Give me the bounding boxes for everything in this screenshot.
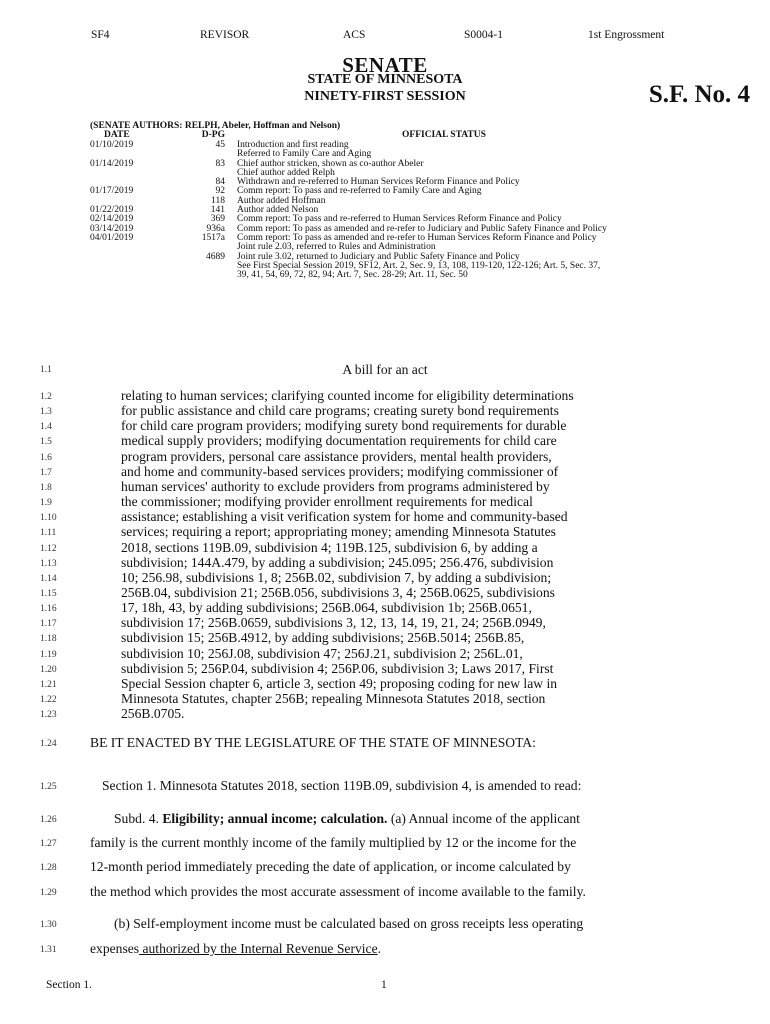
line-number: 1.13 [40, 558, 57, 569]
line-number: 1.14 [40, 573, 57, 584]
status-text: Referred to Family Care and Aging [237, 149, 372, 160]
bill-description-line: subdivision 15; 256B.4912, by adding subdivisions; 256B.5014; 256B.85, [121, 630, 525, 646]
bill-description-line: 256B.04, subdivision 21; 256B.056, subdivisions 3, 4; 256B.0625, subdivisions [121, 584, 555, 600]
header-bill: SF4 [91, 29, 110, 41]
col-official-status: OFFICIAL STATUS [402, 130, 486, 140]
col-dpg: D-PG [201, 130, 225, 140]
line-number: 1.3 [40, 407, 52, 418]
line-number: 1.19 [40, 649, 57, 660]
bill-description-line: subdivision 5; 256P.04, subdivision 4; 256P.06, subdivision 3; Laws 2017, First [121, 660, 554, 676]
line-number: 1.28 [40, 863, 57, 873]
status-text: Joint rule 3.02, returned to Judiciary and Public Safety Finance and Policy [237, 251, 520, 262]
header-doc-id: S0004-1 [464, 29, 503, 41]
line-number: 1.25 [40, 782, 57, 792]
paragraph-line: (b) Self-employment income must be calculated based on gross receipts less operating [114, 916, 584, 931]
status-page: 936a [206, 223, 225, 234]
paragraph-line: the method which provides the most accurate assessment of income available to the family. [90, 884, 586, 899]
paragraph-line: family is the current monthly income of the family multiplied by 12 or the income for the [90, 835, 577, 850]
status-page: 4689 [206, 251, 225, 262]
line-number: 1.6 [40, 452, 52, 463]
state-title: STATE OF MINNESOTA [307, 72, 463, 87]
status-page: 118 [211, 195, 225, 206]
line-number: 1.18 [40, 634, 57, 645]
line-number: 1.10 [40, 513, 57, 524]
status-row [0, 187, 770, 196]
status-text: Chief author added Relph [237, 167, 335, 178]
status-row [0, 141, 770, 150]
status-date: 01/10/2019 [90, 140, 134, 150]
line-number: 1.21 [40, 679, 57, 690]
line-number: 1.30 [40, 920, 57, 930]
status-text: See First Special Session 2019, SF12, Art. 2, Sec. 9, 13, 108, 119-120, 122-126; Art. 5, Sec. 37, [237, 260, 601, 271]
line-number: 1.2 [40, 392, 52, 402]
bill-description-line: 256B.0705. [121, 706, 185, 722]
expenses-line [90, 941, 381, 957]
line-number: 1.20 [40, 664, 57, 675]
line-number: 1.8 [40, 482, 52, 493]
status-text: Comm report: To pass and re-referred to Family Care and Aging [237, 186, 482, 197]
line-number: 1.26 [40, 815, 57, 825]
line-number: 1.15 [40, 588, 57, 599]
col-date: DATE [104, 130, 130, 140]
bill-description-line: subdivision; 144A.479, by adding a subdivision; 245.095; 256.476, subdivision [121, 554, 554, 570]
line-number: 1.24 [40, 739, 57, 749]
bill-description-line: for child care program providers; modifying surety bond requirements for durable [121, 418, 567, 434]
enacting-clause: BE IT ENACTED BY THE LEGISLATURE OF THE STATE OF MINNESOTA: [90, 735, 536, 750]
header-revisor: REVISOR [200, 29, 250, 41]
status-page: 84 [215, 177, 225, 188]
line-number: 1.4 [40, 422, 52, 433]
status-page: 92 [215, 186, 225, 197]
status-row [0, 160, 770, 169]
line-number: 1.22 [40, 695, 57, 705]
line-number: 1.16 [40, 604, 57, 615]
bill-description-line: assistance; establishing a visit verification system for home and community-based [121, 509, 568, 525]
status-date: 03/14/2019 [90, 223, 134, 234]
line-number: 1.27 [40, 839, 57, 849]
status-text: 39, 41, 54, 69, 72, 82, 94; Art. 7, Sec. 28-29; Art. 11, Sec. 50 [237, 270, 468, 281]
section-heading: Section 1. Minnesota Statutes 2018, section 119B.09, subdivision 4, is amended to read: [102, 778, 582, 793]
line-number: 1.23 [40, 710, 57, 721]
status-date: 01/14/2019 [90, 158, 134, 169]
header-engrossment: 1st Engrossment [588, 29, 665, 41]
bill-description-line: 17, 18h, 43, by adding subdivisions; 256B.064, subdivision 1b; 256B.0651, [121, 600, 532, 616]
bill-title: A bill for an act [342, 362, 428, 377]
status-date: 02/14/2019 [90, 214, 134, 225]
inserted-text: authorized by the Internal Revenue Service [139, 941, 378, 956]
bill-description-line: 2018, sections 119B.09, subdivision 4; 119B.125, subdivision 6, by adding a [121, 539, 538, 555]
bill-description-line: program providers, personal care assistance providers, mental health providers, [121, 448, 552, 464]
senate-title: SENATE [342, 53, 428, 77]
status-date: 01/22/2019 [90, 205, 134, 216]
bill-description-line: Special Session chapter 6, article 3, section 49; proposing coding for new law in [121, 675, 558, 691]
header-initials: ACS [343, 29, 366, 41]
status-text: Comm report: To pass as amended and re-refer to Human Services Reform Finance and Policy [237, 232, 597, 243]
status-text: Author added Hoffman [237, 195, 326, 206]
subd-text: (a) Annual income of the applicant [387, 811, 580, 826]
line-number: 1.9 [40, 498, 52, 509]
subd-heading: Eligibility; annual income; calculation. [162, 811, 388, 826]
status-text: Withdrawn and re-referred to Human Services Reform Finance and Policy [237, 177, 520, 188]
status-text: Comm report: To pass as amended and re-refer to Judiciary and Public Safety Finance and Policy [237, 223, 607, 234]
bill-description-line: relating to human services; clarifying counted income for eligibility determinations [121, 388, 574, 403]
status-text: Author added Nelson [237, 205, 319, 216]
subd-prefix: Subd. 4. [114, 811, 163, 826]
line-end: . [377, 941, 382, 956]
line-number: 1.7 [40, 467, 52, 478]
status-page: 141 [210, 205, 225, 216]
footer-section: Section 1. [46, 979, 92, 991]
status-page: 1517a [201, 232, 225, 243]
bill-description-line: subdivision 10; 256J.08, subdivision 47; 256J.21, subdivision 2; 256L.01, [121, 645, 523, 661]
line-number: 1.11 [40, 528, 57, 539]
status-row [0, 271, 770, 280]
line-number: 1.5 [40, 437, 52, 448]
status-text: Chief author stricken, shown as co-author Abeler [237, 158, 424, 169]
line-number: 1.29 [40, 888, 57, 898]
status-date: 01/17/2019 [90, 186, 134, 197]
bill-description-line: and home and community-based services providers; modifying commissioner of [121, 463, 559, 479]
status-text: Joint rule 2.03, referred to Rules and Administration [237, 242, 436, 253]
line-number: 1.12 [40, 543, 57, 554]
bill-description-line: Minnesota Statutes, chapter 256B; repealing Minnesota Statutes 2018, section [121, 691, 546, 706]
expenses-text: expenses [90, 941, 140, 956]
status-rows [0, 141, 770, 280]
status-date: 04/01/2019 [90, 232, 134, 243]
senate-authors: (SENATE AUTHORS: RELPH, Abeler, Hoffman and Nelson) [90, 121, 341, 131]
bill-description-line: the commissioner; modifying provider enrollment requirements for medical [121, 494, 533, 510]
status-page: 83 [215, 158, 225, 169]
page-number: 1 [381, 979, 387, 991]
bill-number: S.F. No. 4 [648, 81, 750, 108]
status-page: 45 [215, 140, 225, 150]
subdivision-line [114, 811, 580, 827]
line-number: 1.31 [40, 945, 57, 955]
bill-description-line: services; requiring a report; appropriating money; amending Minnesota Statutes [121, 524, 556, 540]
paragraph-line: 12-month period immediately preceding the date of application, or income calculated by [90, 859, 571, 874]
line-number: 1.17 [40, 619, 57, 630]
bill-description-line: for public assistance and child care programs; creating surety bond requirements [121, 403, 559, 419]
bill-description-line: human services' authority to exclude providers from programs administered by [121, 478, 550, 494]
status-page: 369 [210, 214, 225, 225]
bill-description-line: subdivision 17; 256B.0659, subdivisions 3, 12, 13, 14, 19, 21, 24; 256B.0949, [121, 615, 546, 631]
line-number: 1.1 [40, 365, 52, 375]
status-text: Comm report: To pass and re-referred to Human Services Reform Finance and Policy [237, 214, 562, 225]
status-text: Introduction and first reading [237, 140, 349, 150]
bill-description-line: 10; 256.98, subdivisions 1, 8; 256B.02, subdivision 7, by adding a subdivision; [121, 569, 552, 585]
bill-description-line: medical supply providers; modifying documentation requirements for child care [121, 433, 557, 449]
session-title: NINETY-FIRST SESSION [304, 89, 466, 104]
